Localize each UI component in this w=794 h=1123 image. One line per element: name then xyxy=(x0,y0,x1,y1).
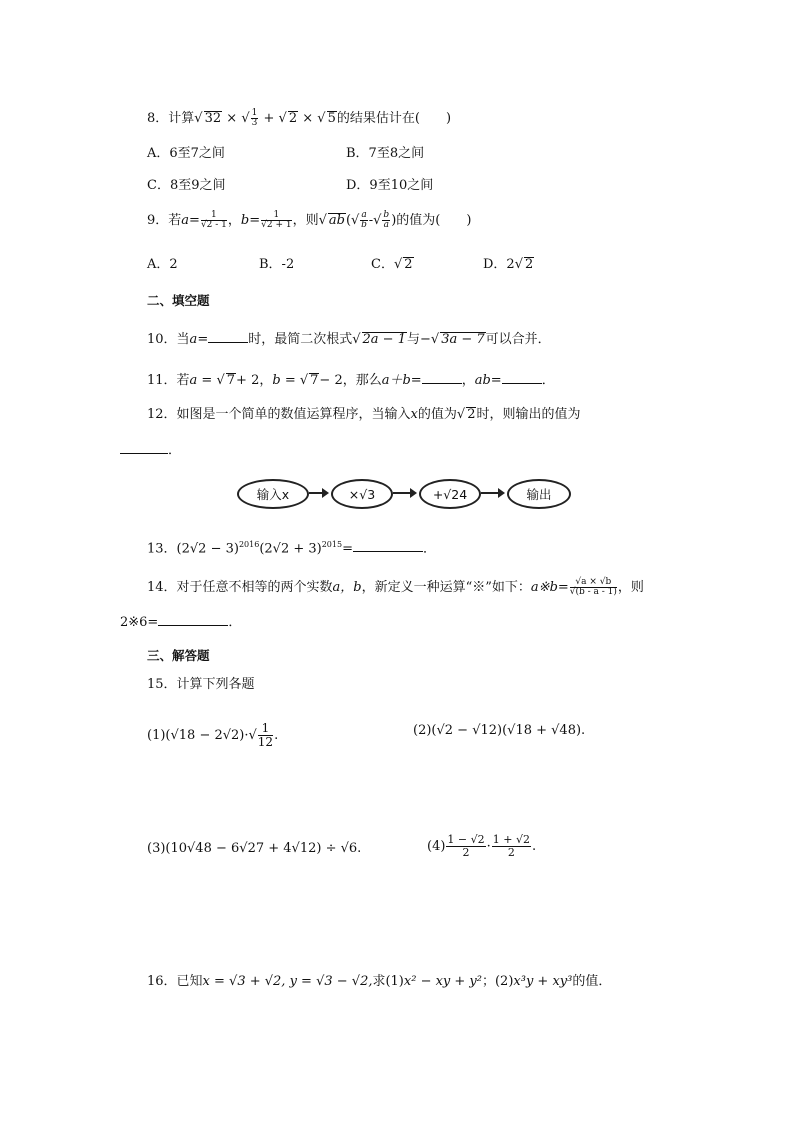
q16-stem: 16．已知x = √3 + √2, y = √3 − √2,求(1)x² − xy + y²；(2)x³y + xy³的值． xyxy=(147,974,612,989)
q8-option-b: B．7至8之间 xyxy=(346,146,425,161)
flow-output-node: 输出 xyxy=(507,479,571,509)
q15-part1: (1)(√18 − 2√2)·√ $\frac{1}{12}$ . xyxy=(147,721,279,749)
q11-product-blank[interactable] xyxy=(502,370,542,384)
q9-a-fraction: $\frac{1}{√2 - 1}$ xyxy=(200,210,227,230)
flow-arrow-2 xyxy=(393,492,415,494)
q15-part2: (2)(√2 − √12)(√18 + √48). xyxy=(413,723,586,738)
q8-stem: 8．计算√ 32 × √ $\frac{1}{3}$ + √ 2 × √ 5的结果估计在( ) xyxy=(147,108,452,128)
q9-option-c: C．√ 2 xyxy=(371,257,413,272)
q14-stem: 14．对于任意不相等的两个实数a，b，新定义一种运算“※”如下：a※b= $\frac{√a \times √b}{√(b - a - 1)}$ ，则 xyxy=(147,577,644,597)
q9-stem: 9．若a= $\frac{1}{√2 - 1}$ ，b= $\frac{1}{√2 + 1}$ ，则√ ab(√ $\frac{a}{b}$ -√ $\frac{b}{a}$ )的值为( ) xyxy=(147,210,472,230)
q13-answer-blank[interactable] xyxy=(353,538,423,552)
q15-title: 15．计算下列各题 xyxy=(147,677,255,692)
q15-part4: (4) $\frac{1 - √2}{2}$ · $\frac{1 + √2}{2}$ . xyxy=(427,833,537,859)
q12-stem: 12．如图是一个简单的数值运算程序，当输入x的值为√ 2时，则输出的值为 xyxy=(147,407,581,422)
q8-option-a: A．6至7之间 xyxy=(147,146,225,161)
q10-stem: 10．当a= 时，最简二次根式√ 2a − 1与−√ 3a − 7可以合并． xyxy=(147,329,551,349)
flow-arrow-3 xyxy=(481,492,503,494)
q11-stem: 11．若a = √ 7+ 2，b = √ 7− 2，那么a＋b= ，ab= ． xyxy=(147,370,555,390)
q14-answer-blank[interactable] xyxy=(158,612,228,626)
q14-definition-fraction: $\frac{√a \times √b}{√(b - a - 1)}$ xyxy=(569,577,617,597)
flow-multiply-node: ×√3 xyxy=(331,479,393,509)
q8-option-d: D．9至10之间 xyxy=(346,178,434,193)
q13-stem: 13．$(2√2 - 3)^{2016}(2√2 + 3)^{2015}=$ ． xyxy=(147,540,436,557)
q9-b-fraction: $\frac{1}{√2 + 1}$ xyxy=(261,210,292,230)
section-solve: 三、解答题 xyxy=(147,648,210,663)
q15-part3: (3)(10√48 − 6√27 + 4√12) ÷ √6. xyxy=(147,841,362,856)
q9-option-b: B．-2 xyxy=(259,257,295,272)
section-fill-in: 二、填空题 xyxy=(147,293,210,308)
q12-answer-blank[interactable] xyxy=(120,440,168,454)
q11-sum-blank[interactable] xyxy=(422,370,462,384)
flow-input-node: 输入x xyxy=(237,479,309,509)
q8-option-c: C．8至9之间 xyxy=(147,178,226,193)
q9-option-a: A．2 xyxy=(147,257,178,272)
flow-add-node: +√24 xyxy=(419,479,481,509)
q8-fraction: $\frac{1}{3}$ xyxy=(251,108,258,128)
q10-answer-blank[interactable] xyxy=(208,329,248,343)
q12-stem-line2: ． xyxy=(120,440,181,460)
flow-diagram xyxy=(237,476,575,512)
q14-stem-line2: 2※6= ． xyxy=(120,612,241,632)
flow-arrow-1 xyxy=(309,492,327,494)
q9-option-d: D．2√ 2 xyxy=(483,257,534,272)
